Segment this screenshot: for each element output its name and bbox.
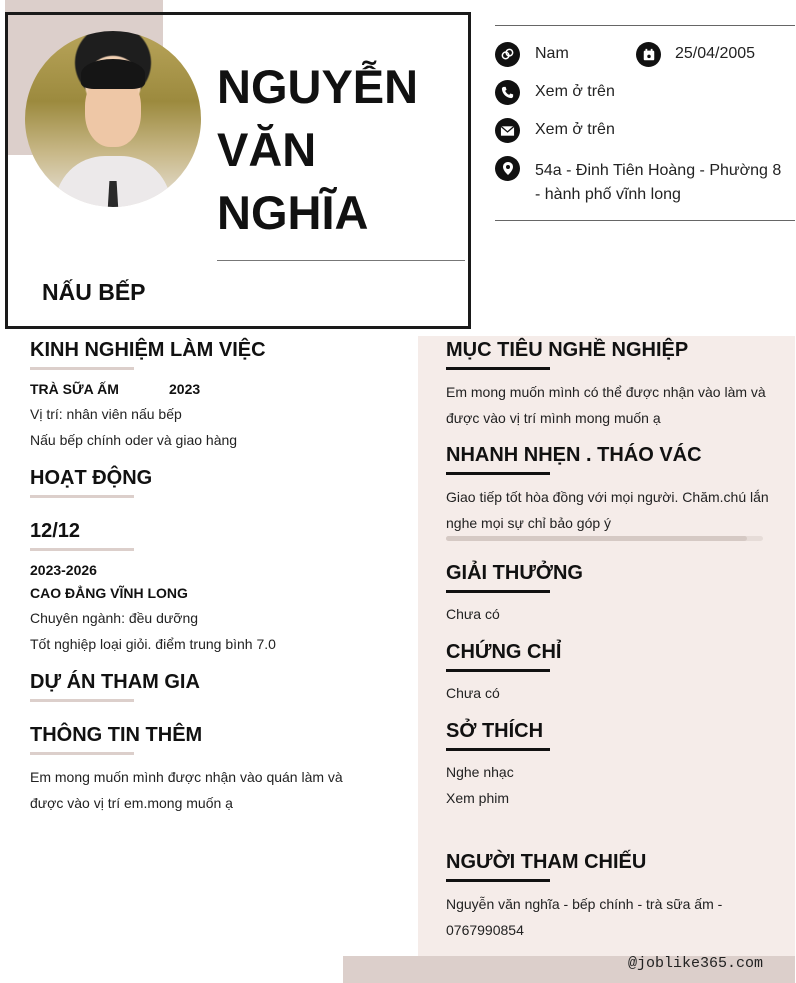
experience-description: Nấu bếp chính oder và giao hàng: [30, 432, 238, 448]
birthdate-value: 25/04/2005: [675, 45, 756, 62]
certificates-title: CHỨNG CHỈ: [446, 641, 562, 663]
location-pin-icon: [495, 156, 520, 181]
certificates-underline: [446, 669, 550, 672]
name-line-2: VĂN: [217, 123, 317, 176]
phone-icon: [495, 80, 520, 105]
footer-watermark: @joblike365.com: [628, 955, 764, 972]
name-line-3: NGHĨA: [217, 186, 369, 239]
hobby-item-1: Nghe nhạc: [446, 764, 514, 780]
activities-underline: [30, 495, 134, 498]
hobby-item-2: Xem phim: [446, 790, 510, 806]
experience-title: KINH NGHIỆM LÀM VIỆC: [30, 339, 266, 361]
gender-icon: [495, 42, 520, 67]
skill-level-bar: [446, 536, 763, 541]
more-info-underline: [30, 752, 134, 755]
more-info-title: THÔNG TIN THÊM: [30, 724, 203, 746]
objective-underline: [446, 367, 550, 370]
experience-position: Vị trí: nhân viên nấu bếp: [30, 406, 182, 422]
awards-value: Chưa có: [446, 606, 500, 622]
education-result: Tốt nghiệp loại giỏi. điểm trung bình 7.0: [30, 636, 276, 652]
contact-top-divider: [495, 25, 795, 26]
name-divider: [217, 260, 465, 261]
skills-line-1: Giao tiếp tốt hòa đồng với mọi người. Chăm.chú lắn: [446, 489, 769, 505]
education-school: CAO ĐẲNG VĨNH LONG: [30, 585, 188, 601]
calendar-icon: [636, 42, 661, 67]
email-value: Xem ở trên: [535, 121, 615, 138]
skills-text: [446, 484, 775, 536]
references-title: NGƯỜI THAM CHIẾU: [446, 851, 647, 873]
objective-text: [446, 379, 775, 431]
awards-underline: [446, 590, 550, 593]
references-text: [446, 891, 775, 943]
projects-title: DỰ ÁN THAM GIA: [30, 671, 200, 693]
awards-title: GIẢI THƯỞNG: [446, 562, 583, 584]
more-info-line-2: được vào vị trí em.mong muốn ạ: [30, 795, 233, 811]
education-underline: [30, 548, 134, 551]
skill-level-fill: [446, 536, 747, 541]
envelope-icon: [495, 118, 520, 143]
experience-year: 2023: [169, 381, 201, 397]
experience-company: TRÀ SỮA ẤM: [30, 381, 119, 397]
name-line-1: NGUYỄN: [217, 60, 419, 113]
projects-underline: [30, 699, 134, 702]
job-title: NẤU BẾP: [42, 279, 146, 305]
certificates-value: Chưa có: [446, 685, 500, 701]
activities-title: HOẠT ĐỘNG: [30, 467, 153, 489]
address-value: [535, 159, 790, 207]
skills-underline: [446, 472, 550, 475]
references-line-2: 0767990854: [446, 922, 524, 938]
hobbies-title: SỞ THÍCH: [446, 720, 544, 742]
avatar: [25, 31, 201, 207]
address-line-2: - hành phố vĩnh long: [535, 186, 681, 203]
full-name: [217, 55, 457, 244]
education-years: 2023-2026: [30, 562, 97, 578]
skills-line-2: nghe mọi sự chỉ bảo góp ý: [446, 515, 612, 531]
more-info-line-1: Em mong muốn mình được nhận vào quán làm và: [30, 769, 343, 785]
phone-value: Xem ở trên: [535, 83, 615, 100]
objective-line-1: Em mong muốn mình có thể được nhận vào làm và: [446, 384, 766, 400]
hobbies-underline: [446, 748, 550, 751]
references-line-1: Nguyễn văn nghĩa - bếp chính - trà sữa ấm -: [446, 896, 723, 912]
education-title: 12/12: [30, 520, 81, 542]
references-underline: [446, 879, 550, 882]
objective-line-2: được vào vị trí mình mong muốn ạ: [446, 410, 661, 426]
gender-value: Nam: [535, 45, 569, 62]
objective-title: MỤC TIÊU NGHỀ NGHIỆP: [446, 339, 689, 361]
address-line-1: 54a - Đinh Tiên Hoàng - Phường 8: [535, 162, 782, 179]
contact-bottom-divider: [495, 220, 795, 221]
more-info-text: [30, 764, 352, 816]
education-major: Chuyên ngành: đều dưỡng: [30, 610, 199, 626]
skills-title: NHANH NHẸN . THÁO VÁC: [446, 444, 702, 466]
experience-underline: [30, 367, 134, 370]
